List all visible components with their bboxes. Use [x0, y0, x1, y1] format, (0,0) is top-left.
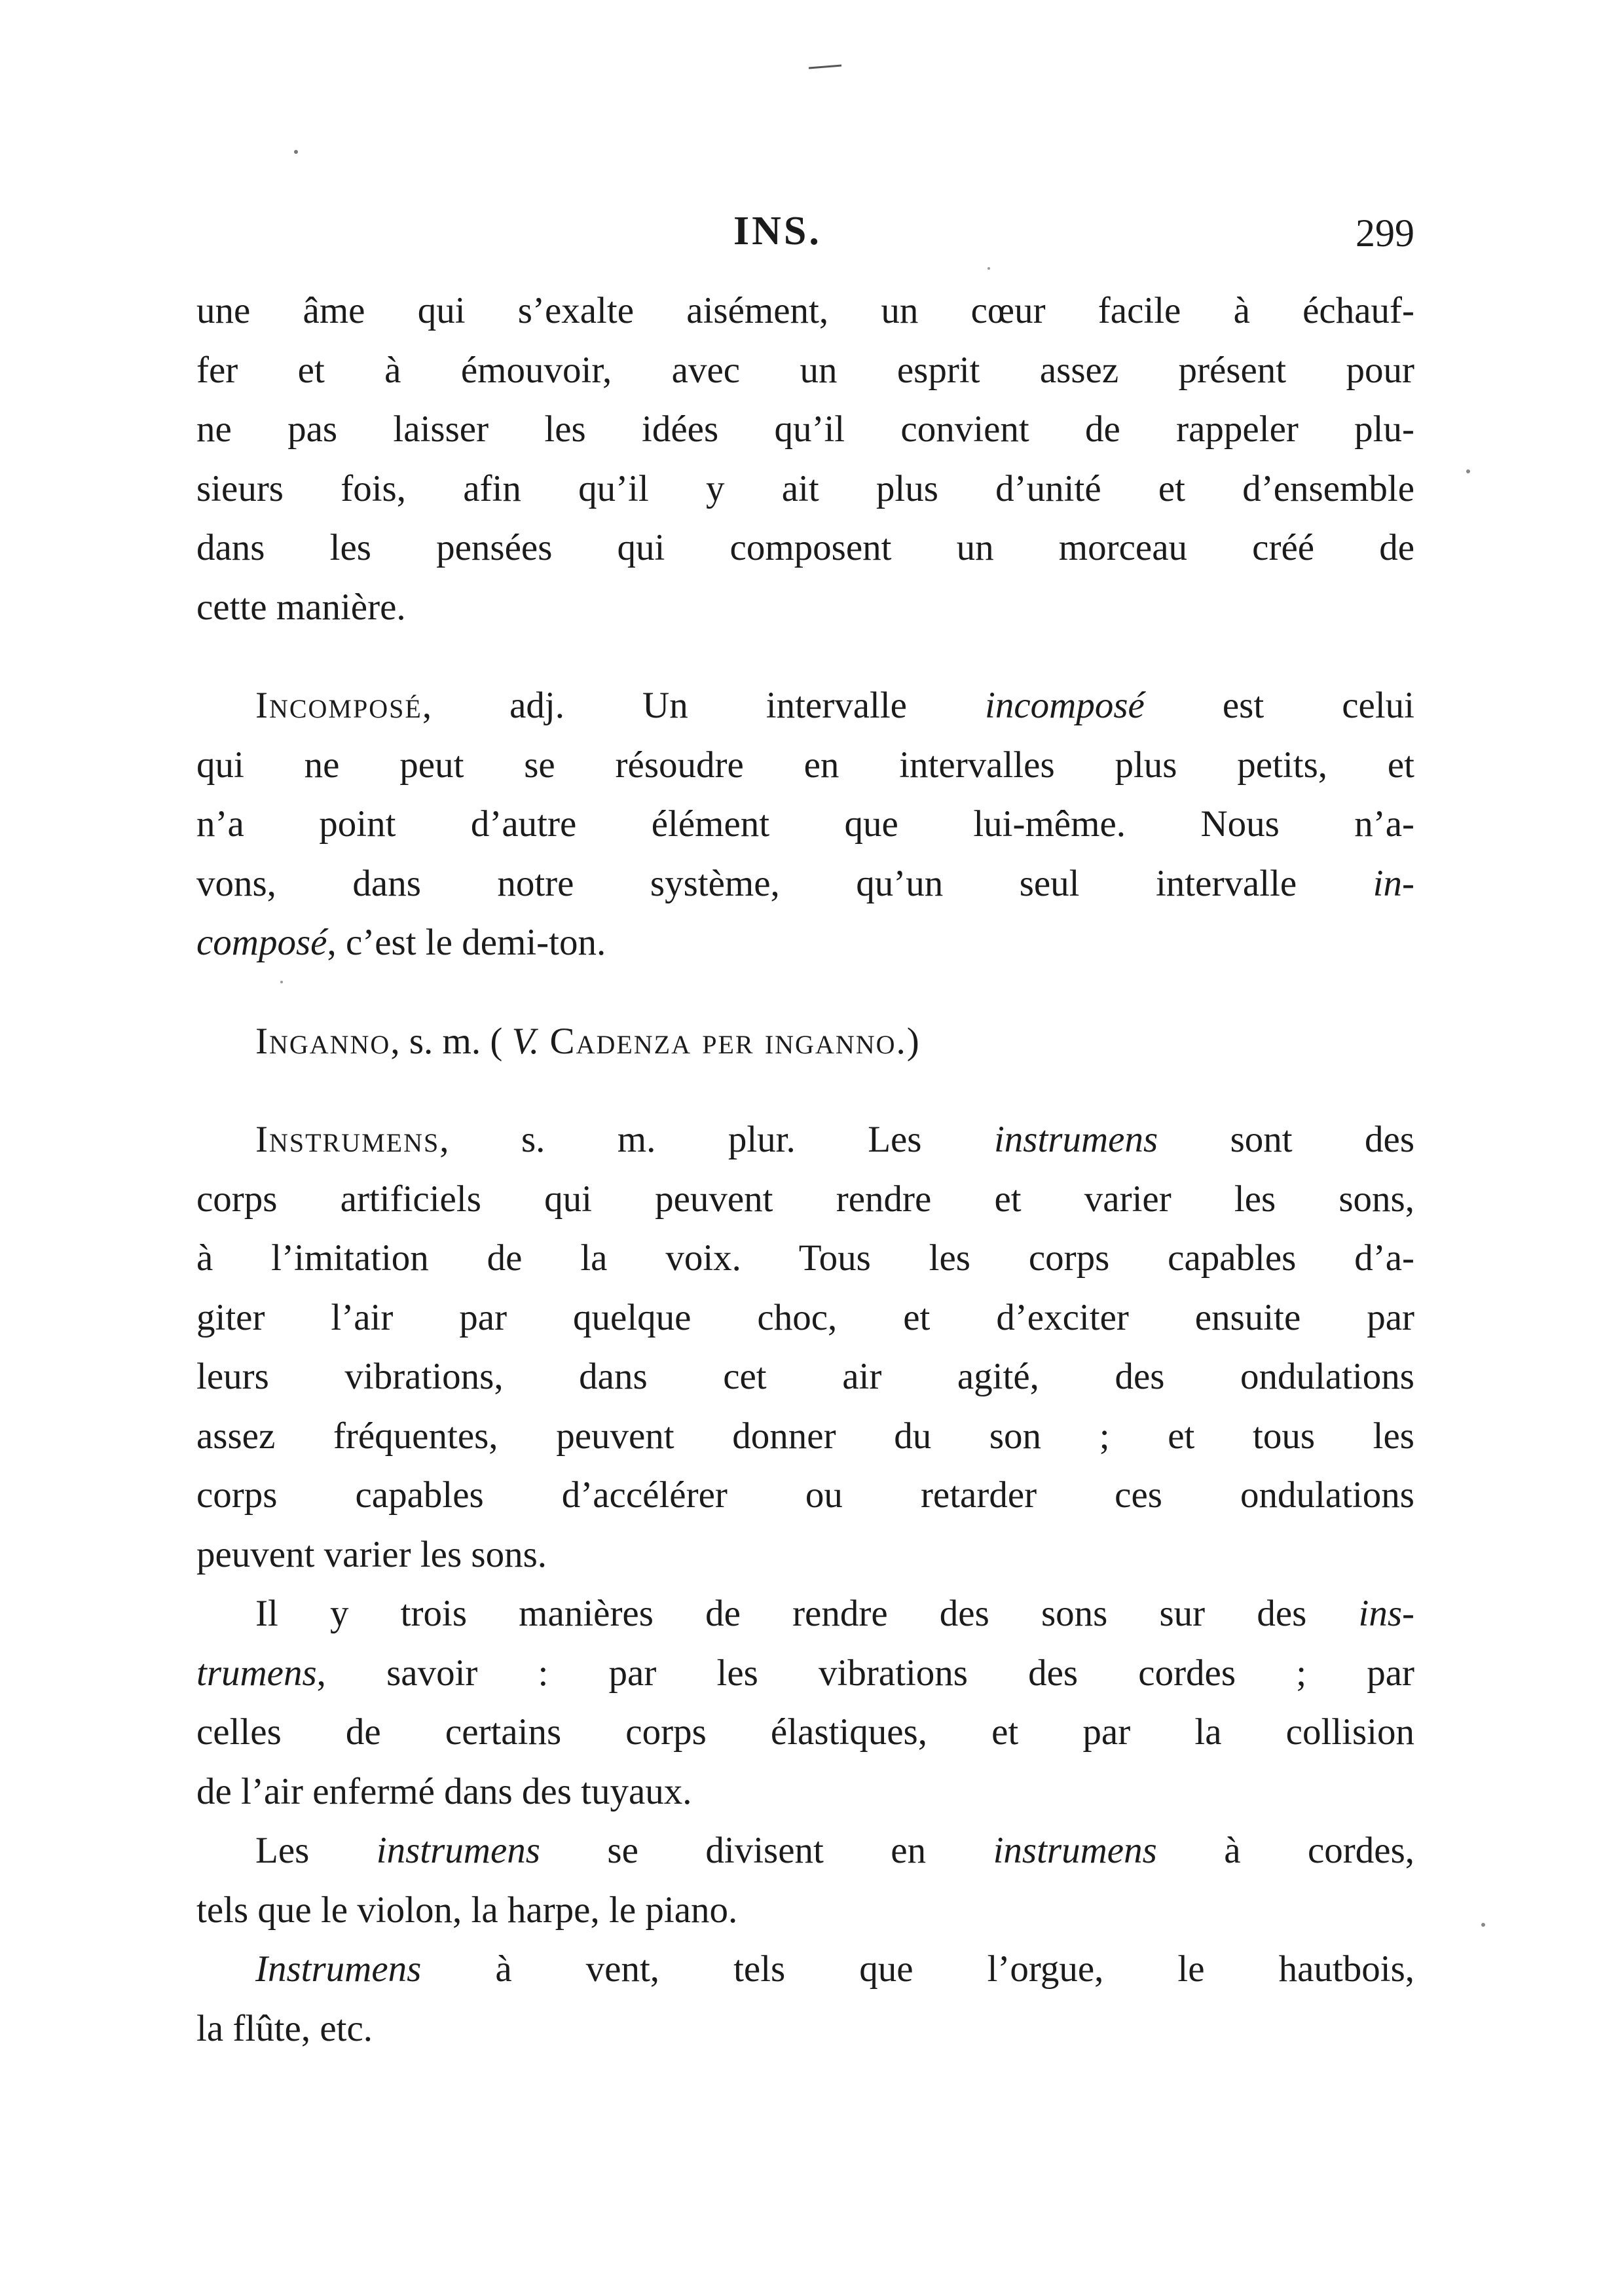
entry-text: , savoir : par les vibrations des cordes ; par [316, 1652, 1414, 1694]
text-line: la flûte, etc. [196, 2007, 373, 2049]
entry-italic: instrumens [993, 1119, 1158, 1160]
text-line: celles de certains corps élastiques, et par la collision [196, 1711, 1414, 1753]
paragraph-line [196, 1940, 1414, 1999]
entry-text: vons, dans notre système, qu’un seul intervalle [196, 862, 1373, 904]
text-line: tels que le violon, la harpe, le piano. [196, 1889, 738, 1931]
entry-text: , adj. Un intervalle [422, 685, 986, 726]
entry-italic: instrumens [376, 1830, 540, 1871]
ink-mark [809, 65, 841, 68]
entry-italic: incomposé [985, 685, 1145, 726]
paragraph-line [196, 1584, 1414, 1644]
entry-incompose-line [196, 913, 1414, 973]
entry-italic: V. [511, 1020, 540, 1062]
text-line: corps capables d’accélérer ou retarder ces ondulations [196, 1474, 1414, 1516]
entry-text: , s. m. plur. Les [439, 1119, 994, 1160]
entry-text: Les [255, 1830, 377, 1871]
paragraph-line [196, 1821, 1414, 1881]
text-line: corps artificiels qui peuvent rendre et varier les sons, [196, 1178, 1414, 1220]
speck [1466, 469, 1470, 473]
entry-text: Il y trois manières de rendre des sons sur des [255, 1593, 1359, 1634]
text-line: ne pas laisser les idées qu’il convient de rappeler plu- [196, 409, 1414, 450]
entry-text: à cordes, [1156, 1830, 1414, 1871]
entry-instrumens-line [196, 1110, 1414, 1170]
text-line: qui ne peut se résoudre en intervalles plus petits, et [196, 744, 1414, 786]
entry-gap [196, 973, 1414, 1012]
entry-italic: composé [196, 922, 327, 963]
cross-reference: Cadenza per inganno. [539, 1020, 907, 1062]
paragraph-line [196, 1644, 1414, 1704]
entry-incompose-line [196, 854, 1414, 914]
entry-text: , s. m. ( [390, 1020, 512, 1062]
page-number: 299 [1356, 211, 1414, 255]
body-text [196, 282, 1414, 2058]
entry-italic: Instrumens [255, 1948, 422, 1990]
entry-italic: in- [1373, 862, 1414, 904]
text-line: dans les pensées qui composent un morceau créé de [196, 527, 1414, 568]
text-line: une âme qui s’exalte aisément, un cœur facile à échauf- [196, 290, 1414, 331]
entry-term: Inganno [255, 1020, 391, 1062]
entry-italic: instrumens [993, 1830, 1157, 1871]
speck [987, 267, 990, 270]
speck [294, 150, 298, 154]
text-line: leurs vibrations, dans cet air agité, des ondulations [196, 1356, 1414, 1397]
running-head [196, 208, 1441, 261]
entry-text: est celui [1144, 685, 1414, 726]
text-line: peuvent varier les sons. [196, 1533, 547, 1575]
text-line: sieurs fois, afin qu’il y ait plus d’unité et d’ensemble [196, 467, 1414, 509]
entry-term: Instrumens [255, 1119, 440, 1160]
entry-italic: ins- [1358, 1593, 1414, 1634]
entry-text: se divisent en [540, 1830, 993, 1871]
entry-inganno-line [196, 1012, 1414, 1072]
entry-text: à vent, tels que l’orgue, le hautbois, [421, 1948, 1414, 1990]
entry-text: sont des [1158, 1119, 1414, 1160]
text-line: cette manière. [196, 586, 406, 628]
text-line: n’a point d’autre élément que lui-même. Nous n’a- [196, 803, 1414, 845]
entry-text: , c’est le demi-ton. [327, 922, 606, 963]
text-line: à l’imitation de la voix. Tous les corps capables d’a- [196, 1237, 1414, 1279]
entry-gap [196, 637, 1414, 676]
entry-gap [196, 1071, 1414, 1110]
entry-text: ) [906, 1020, 919, 1062]
entry-term: Incomposé [255, 685, 422, 726]
speck [1481, 1923, 1485, 1927]
text-line: de l’air enfermé dans des tuyaux. [196, 1770, 692, 1812]
running-title: INS. [733, 209, 822, 253]
text-line: giter l’air par quelque choc, et d’exciter ensuite par [196, 1296, 1414, 1338]
text-line: assez fréquentes, peuvent donner du son ; et tous les [196, 1415, 1414, 1457]
text-line: fer et à émouvoir, avec un esprit assez présent pour [196, 349, 1414, 391]
entry-incompose-line [196, 676, 1414, 736]
entry-italic: trumens [196, 1652, 317, 1694]
